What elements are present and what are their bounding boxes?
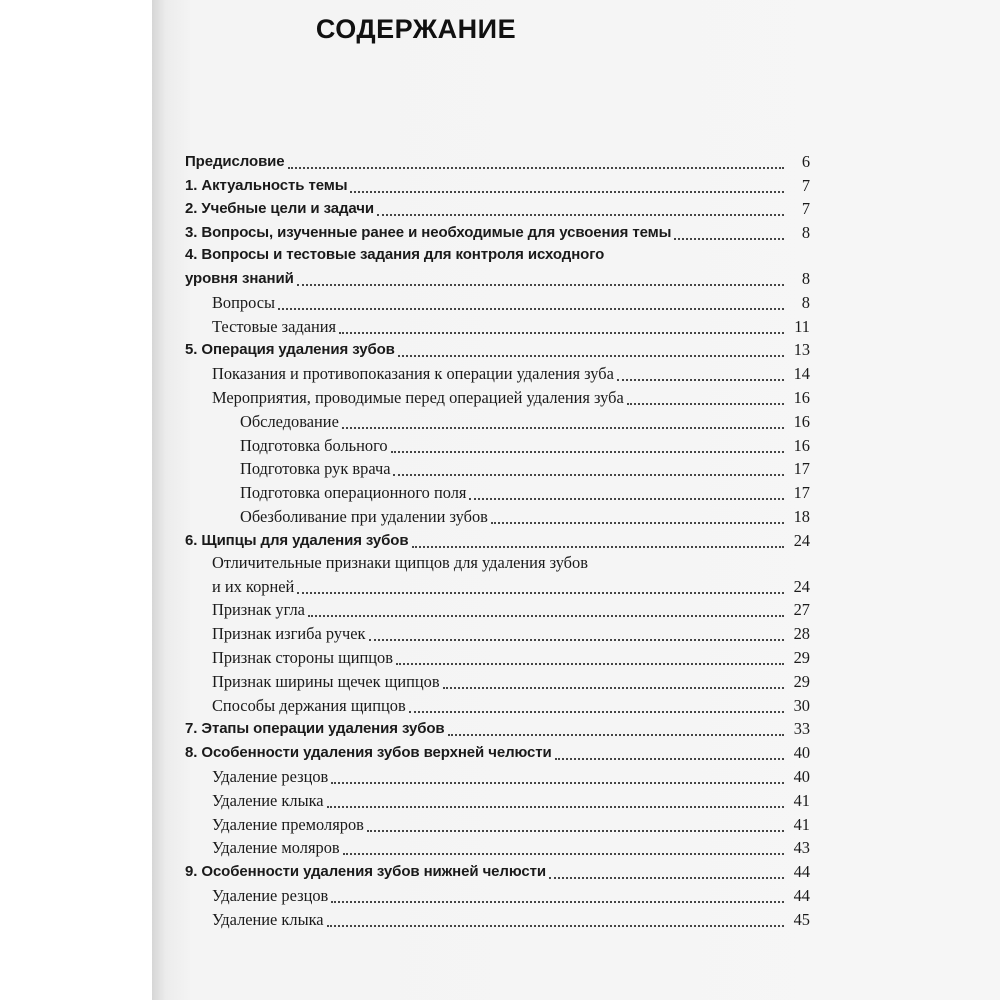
- toc-entry-page: 30: [793, 695, 810, 715]
- toc-leader-dots: [288, 167, 784, 169]
- toc-leader-dots: [331, 901, 784, 903]
- toc-entry-page: 45: [793, 909, 810, 929]
- toc-entry-page: 29: [793, 647, 810, 667]
- toc-entry-label: Признак ширины щечек щипцов: [212, 671, 440, 691]
- toc-leader-dots: [327, 806, 784, 808]
- toc-leader-dots: [674, 238, 784, 240]
- toc-entry-page: 24: [793, 576, 810, 596]
- toc-entry-page: 7: [801, 175, 810, 195]
- toc-leader-dots: [555, 758, 784, 760]
- table-of-contents: [185, 148, 810, 930]
- toc-entry-label: Удаление моляров: [212, 838, 340, 858]
- toc-entry-label: Вопросы: [212, 292, 275, 312]
- toc-leader-dots: [393, 474, 784, 476]
- toc-entry-label: 3. Вопросы, изученные ранее и необходимые для усвоения темы: [185, 224, 672, 242]
- toc-entry-page: 28: [793, 624, 810, 644]
- toc-entry-page: 44: [793, 862, 810, 882]
- toc-leader-dots: [443, 687, 784, 689]
- toc-entry-page: 17: [793, 459, 810, 479]
- toc-entry-label: 6. Щипцы для удаления зубов: [185, 531, 409, 549]
- toc-entry-label: 2. Учебные цели и задачи: [185, 200, 374, 218]
- toc-leader-dots: [617, 379, 784, 381]
- toc-entry-label: Обследование: [240, 411, 339, 431]
- toc-entry: [185, 243, 810, 265]
- toc-entry-page: 8: [801, 223, 810, 243]
- toc-leader-dots: [350, 191, 784, 193]
- toc-leader-dots: [331, 782, 784, 784]
- toc-leader-dots: [412, 546, 785, 548]
- toc-leader-dots: [297, 592, 784, 594]
- toc-leader-dots: [391, 451, 784, 453]
- toc-entry-page: 40: [793, 766, 810, 786]
- toc-entry: [185, 148, 810, 172]
- toc-entry: [185, 644, 810, 668]
- toc-entry-label: Предисловие: [185, 152, 285, 170]
- toc-entry-label: Мероприятия, проводимые перед операцией удаления зуба: [212, 387, 624, 407]
- toc-entry: [185, 739, 810, 763]
- toc-entry-page: 18: [793, 506, 810, 526]
- toc-entry-page: 8: [801, 268, 810, 288]
- toc-entry: [185, 432, 810, 456]
- toc-leader-dots: [398, 355, 784, 357]
- toc-entry-label: Подготовка рук врача: [240, 459, 391, 479]
- toc-leader-dots: [469, 498, 784, 500]
- toc-entry-label: Признак угла: [212, 600, 305, 620]
- toc-entry: [185, 479, 810, 503]
- toc-entry: [185, 337, 810, 361]
- page-title: СОДЕРЖАНИЕ: [315, 14, 517, 44]
- toc-entry-page: 16: [793, 435, 810, 455]
- toc-leader-dots: [549, 877, 784, 879]
- toc-entry: [185, 265, 810, 289]
- toc-entry: [185, 219, 810, 243]
- toc-entry-page: 8: [801, 292, 810, 312]
- toc-entry-label: Подготовка больного: [240, 435, 388, 455]
- toc-entry-page: 27: [793, 600, 810, 620]
- toc-entry: [185, 503, 810, 527]
- toc-entry-label: Обезболивание при удалении зубов: [240, 506, 488, 526]
- toc-entry-label: Тестовые задания: [212, 316, 337, 336]
- toc-entry: [185, 882, 810, 906]
- toc-entry: [185, 692, 810, 716]
- toc-entry-page: 7: [801, 199, 810, 219]
- toc-entry: [185, 527, 810, 551]
- toc-entry: [185, 384, 810, 408]
- toc-leader-dots: [367, 830, 784, 832]
- toc-leader-dots: [409, 711, 784, 713]
- toc-entry-page: 33: [793, 719, 810, 739]
- toc-leader-dots: [327, 925, 784, 927]
- toc-leader-dots: [308, 615, 784, 617]
- toc-leader-dots: [278, 308, 784, 310]
- toc-leader-dots: [342, 427, 784, 429]
- toc-entry-label: 1. Актуальность темы: [185, 176, 348, 194]
- toc-leader-dots: [448, 734, 784, 736]
- toc-entry-page: 43: [793, 838, 810, 858]
- toc-leader-dots: [396, 663, 784, 665]
- toc-entry: [185, 668, 810, 692]
- toc-entry: [185, 787, 810, 811]
- toc-entry-page: 29: [793, 671, 810, 691]
- toc-leader-dots: [297, 284, 784, 286]
- toc-entry: [185, 360, 810, 384]
- toc-entry-page: 13: [793, 340, 810, 360]
- toc-entry-page: 16: [793, 411, 810, 431]
- toc-leader-dots: [343, 853, 784, 855]
- toc-entry-label: 9. Особенности удаления зубов нижней челюсти: [185, 863, 546, 881]
- toc-entry: [185, 313, 810, 337]
- toc-leader-dots: [369, 639, 785, 641]
- toc-entry-label: 5. Операция удаления зубов: [185, 341, 395, 359]
- toc-entry-page: 17: [793, 483, 810, 503]
- toc-entry-page: 16: [793, 387, 810, 407]
- toc-entry: [185, 620, 810, 644]
- toc-entry-label: Признак стороны щипцов: [212, 647, 393, 667]
- toc-entry-page: 24: [793, 530, 810, 550]
- toc-entry: [185, 573, 810, 597]
- toc-entry: [185, 289, 810, 313]
- toc-entry: [185, 906, 810, 930]
- toc-entry-label: Удаление резцов: [212, 885, 329, 905]
- toc-leader-dots: [339, 332, 784, 334]
- toc-entry-label: и их корней: [212, 576, 295, 596]
- toc-entry: [185, 551, 810, 573]
- toc-entry-label: Удаление премоляров: [212, 814, 364, 834]
- toc-entry-label: Удаление клыка: [212, 790, 324, 810]
- toc-entry-label: 8. Особенности удаления зубов верхней челюсти: [185, 744, 552, 762]
- toc-entry-page: 14: [793, 364, 810, 384]
- toc-entry-label: Показания и противопоказания к операции удаления зуба: [212, 364, 614, 384]
- toc-entry-label: 4. Вопросы и тестовые задания для контроля исходного: [185, 246, 605, 264]
- toc-entry-page: 40: [793, 743, 810, 763]
- toc-leader-dots: [627, 403, 784, 405]
- toc-entry: [185, 858, 810, 882]
- toc-entry: [185, 763, 810, 787]
- toc-entry: [185, 196, 810, 220]
- toc-entry-page: 41: [793, 814, 810, 834]
- toc-entry: [185, 172, 810, 196]
- toc-entry-label: Подготовка операционного поля: [240, 483, 467, 503]
- toc-entry: [185, 716, 810, 740]
- toc-entry-page: 41: [793, 790, 810, 810]
- toc-entry-label: Удаление клыка: [212, 909, 324, 929]
- toc-entry-page: 6: [801, 151, 810, 171]
- toc-leader-dots: [377, 214, 784, 216]
- toc-entry: [185, 597, 810, 621]
- toc-entry-label: Признак изгиба ручек: [212, 624, 366, 644]
- toc-entry-label: 7. Этапы операции удаления зубов: [185, 720, 445, 738]
- toc-entry: [185, 835, 810, 859]
- toc-entry: [185, 456, 810, 480]
- toc-entry-label: Удаление резцов: [212, 766, 329, 786]
- toc-entry: [185, 408, 810, 432]
- toc-leader-dots: [491, 522, 784, 524]
- toc-entry-label: Способы держания щипцов: [212, 695, 406, 715]
- toc-entry: [185, 811, 810, 835]
- toc-entry-label: Отличительные признаки щипцов для удаления зубов: [212, 552, 588, 572]
- toc-entry-page: 44: [793, 885, 810, 905]
- toc-entry-page: 11: [794, 316, 810, 336]
- toc-entry-label: уровня знаний: [185, 269, 294, 287]
